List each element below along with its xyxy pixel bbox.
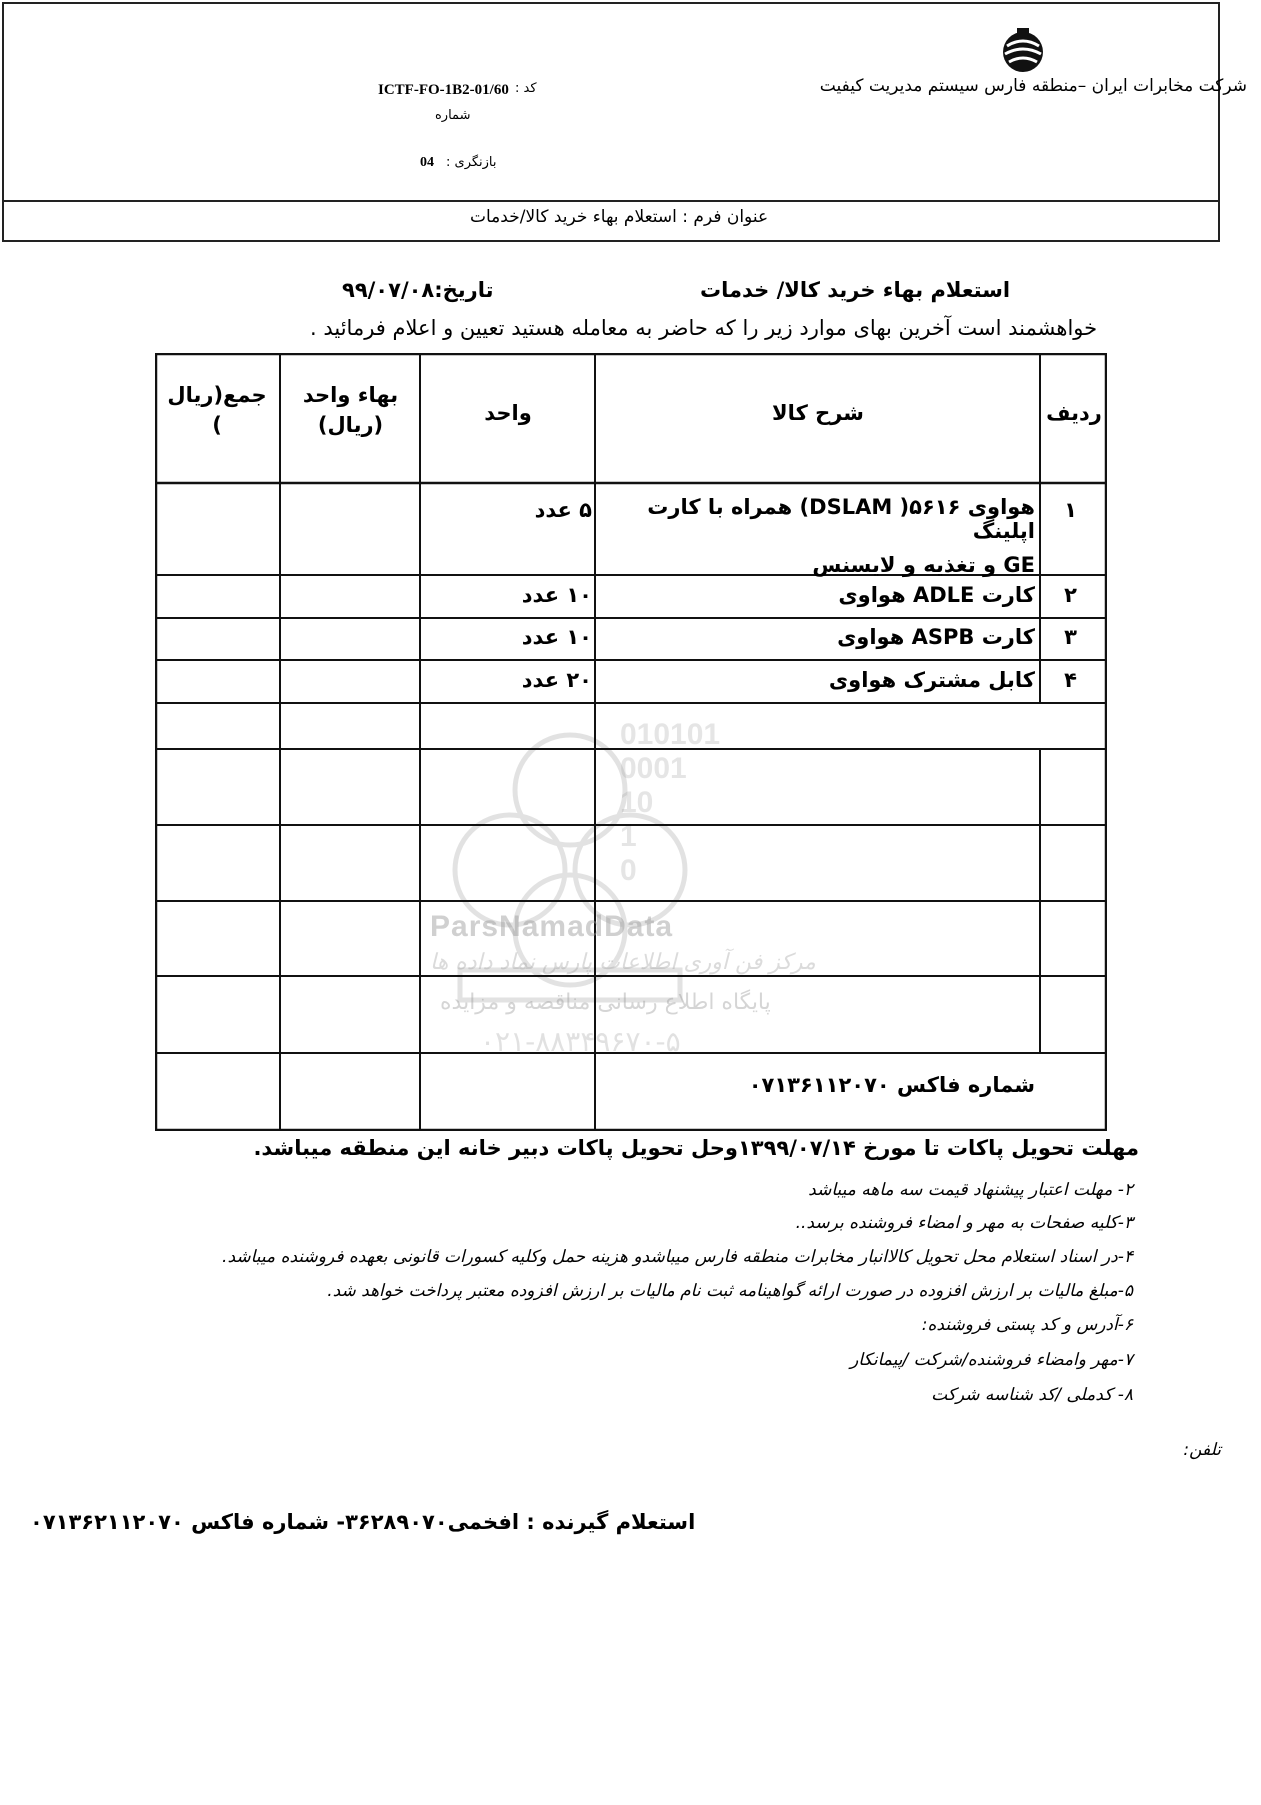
watermark-binary: 010101 0001 10 1 0	[620, 718, 721, 887]
note-item: ۵-مبلغ مالیات بر ارزش افزوده در صورت ارائه گواهینامه ثبت نام مالیات بر ارزش افزوده معتبر پرداخت خواهد شد.	[327, 1281, 1133, 1301]
form-title: عنوان فرم : استعلام بهاء خرید کالا/خدمات	[470, 207, 769, 227]
form-number-label: شماره	[435, 108, 471, 123]
watermark-phone: ۰۲۱-۸۸۳۴۹۶۷۰-۵	[480, 1025, 681, 1058]
table-row-4-description: کابل مشترک هواوی	[828, 668, 1035, 692]
fax-number: شماره فاکس ۰۷۱۳۶۱۱۲۰۷۰	[748, 1073, 1035, 1097]
header-row-number: ردیف	[1046, 401, 1102, 425]
page-title: استعلام بهاء خرید کالا/ خدمات	[700, 278, 1011, 302]
phone-label: تلفن:	[1183, 1440, 1221, 1460]
form-code: ICTF-FO-1B2-01/60	[378, 82, 509, 98]
header-total: جمع(ریال )	[167, 383, 267, 437]
note-item: ۲- مهلت اعتبار پیشنهاد قیمت سه ماهه میباشد	[808, 1180, 1133, 1200]
table-row-3-description: کارت ASPB هواوی	[837, 625, 1035, 649]
table-row-4-unit: ۲۰ عدد	[521, 668, 592, 692]
watermark-brand: ParsNamadData	[430, 910, 674, 943]
delivery-deadline: مهلت تحویل پاکات تا مورخ ۱۳۹۹/۰۷/۱۴وحل تحویل پاکات دبیر خانه این منطقه میباشد.	[253, 1136, 1139, 1160]
table-row-4-number: ۴	[1064, 668, 1077, 692]
table-row-2-description: کارت ADLE هواوی	[838, 583, 1035, 607]
note-item: ۸- کدملی /کد شناسه شرکت	[931, 1385, 1133, 1405]
recipient-line: استعلام گیرنده : افخمی۳۶۲۸۹۰۷۰- شماره فاکس ۰۷۱۳۶۲۱۱۲۰۷۰	[30, 1510, 696, 1534]
intro-text: خواهشمند است آخرین بهای موارد زیر را که حاضر به معامله هستید تعیین و اعلام فرمائید .	[310, 316, 1098, 340]
table-row-1-number: ۱	[1064, 498, 1077, 522]
header-unit: واحد	[484, 401, 532, 425]
company-name: شرکت مخابرات ایران –منطقه فارس سیستم مدیریت کیفیت	[819, 76, 1247, 96]
table-row-2-number: ۲	[1064, 583, 1077, 607]
note-item: ۳-کلیه صفحات به مهر و امضاء فروشنده برسد..	[795, 1213, 1133, 1233]
table-row-1-description: هواوی ۵۶۱۶( DSLAM) همراه با کارت اپلینگ GE و تغذیه و لایسنس	[647, 495, 1035, 577]
table-row-3-unit: ۱۰ عدد	[521, 625, 592, 649]
header-description: شرح کالا	[772, 401, 864, 425]
table-row-2-unit: ۱۰ عدد	[521, 583, 592, 607]
revision-label: بازنگری :	[446, 155, 497, 170]
inquiry-date: تاریخ:۹۹/۰۷/۰۸	[342, 278, 494, 302]
watermark-center-name: مرکز فن آوری اطلاعات پارس نماد داده ها	[430, 950, 816, 975]
watermark-tagline: پایگاه اطلاع رسانی مناقصه و مزایده	[440, 990, 771, 1015]
revision-value: 04	[420, 155, 434, 170]
table-row-1-unit: ۵ عدد	[534, 498, 592, 522]
header-unit-price: بهاء واحد (ریال)	[302, 383, 399, 437]
note-item: ۷-مهر وامضاء فروشنده/شرکت /پیمانکار	[850, 1350, 1133, 1370]
company-logo-icon	[995, 26, 1051, 74]
note-item: ۴-در اسناد استعلام محل تحویل کالاانبار مخابرات منطقه فارس میباشدو هزینه حمل وکلیه کسورات قانونی بعهده فروشنده میباشد.	[222, 1247, 1133, 1267]
form-code-label: کد :	[515, 81, 537, 96]
header-divider	[4, 200, 1218, 202]
table-row-3-number: ۳	[1064, 625, 1077, 649]
note-item: ۶-آدرس و کد پستی فروشنده:	[921, 1315, 1133, 1335]
